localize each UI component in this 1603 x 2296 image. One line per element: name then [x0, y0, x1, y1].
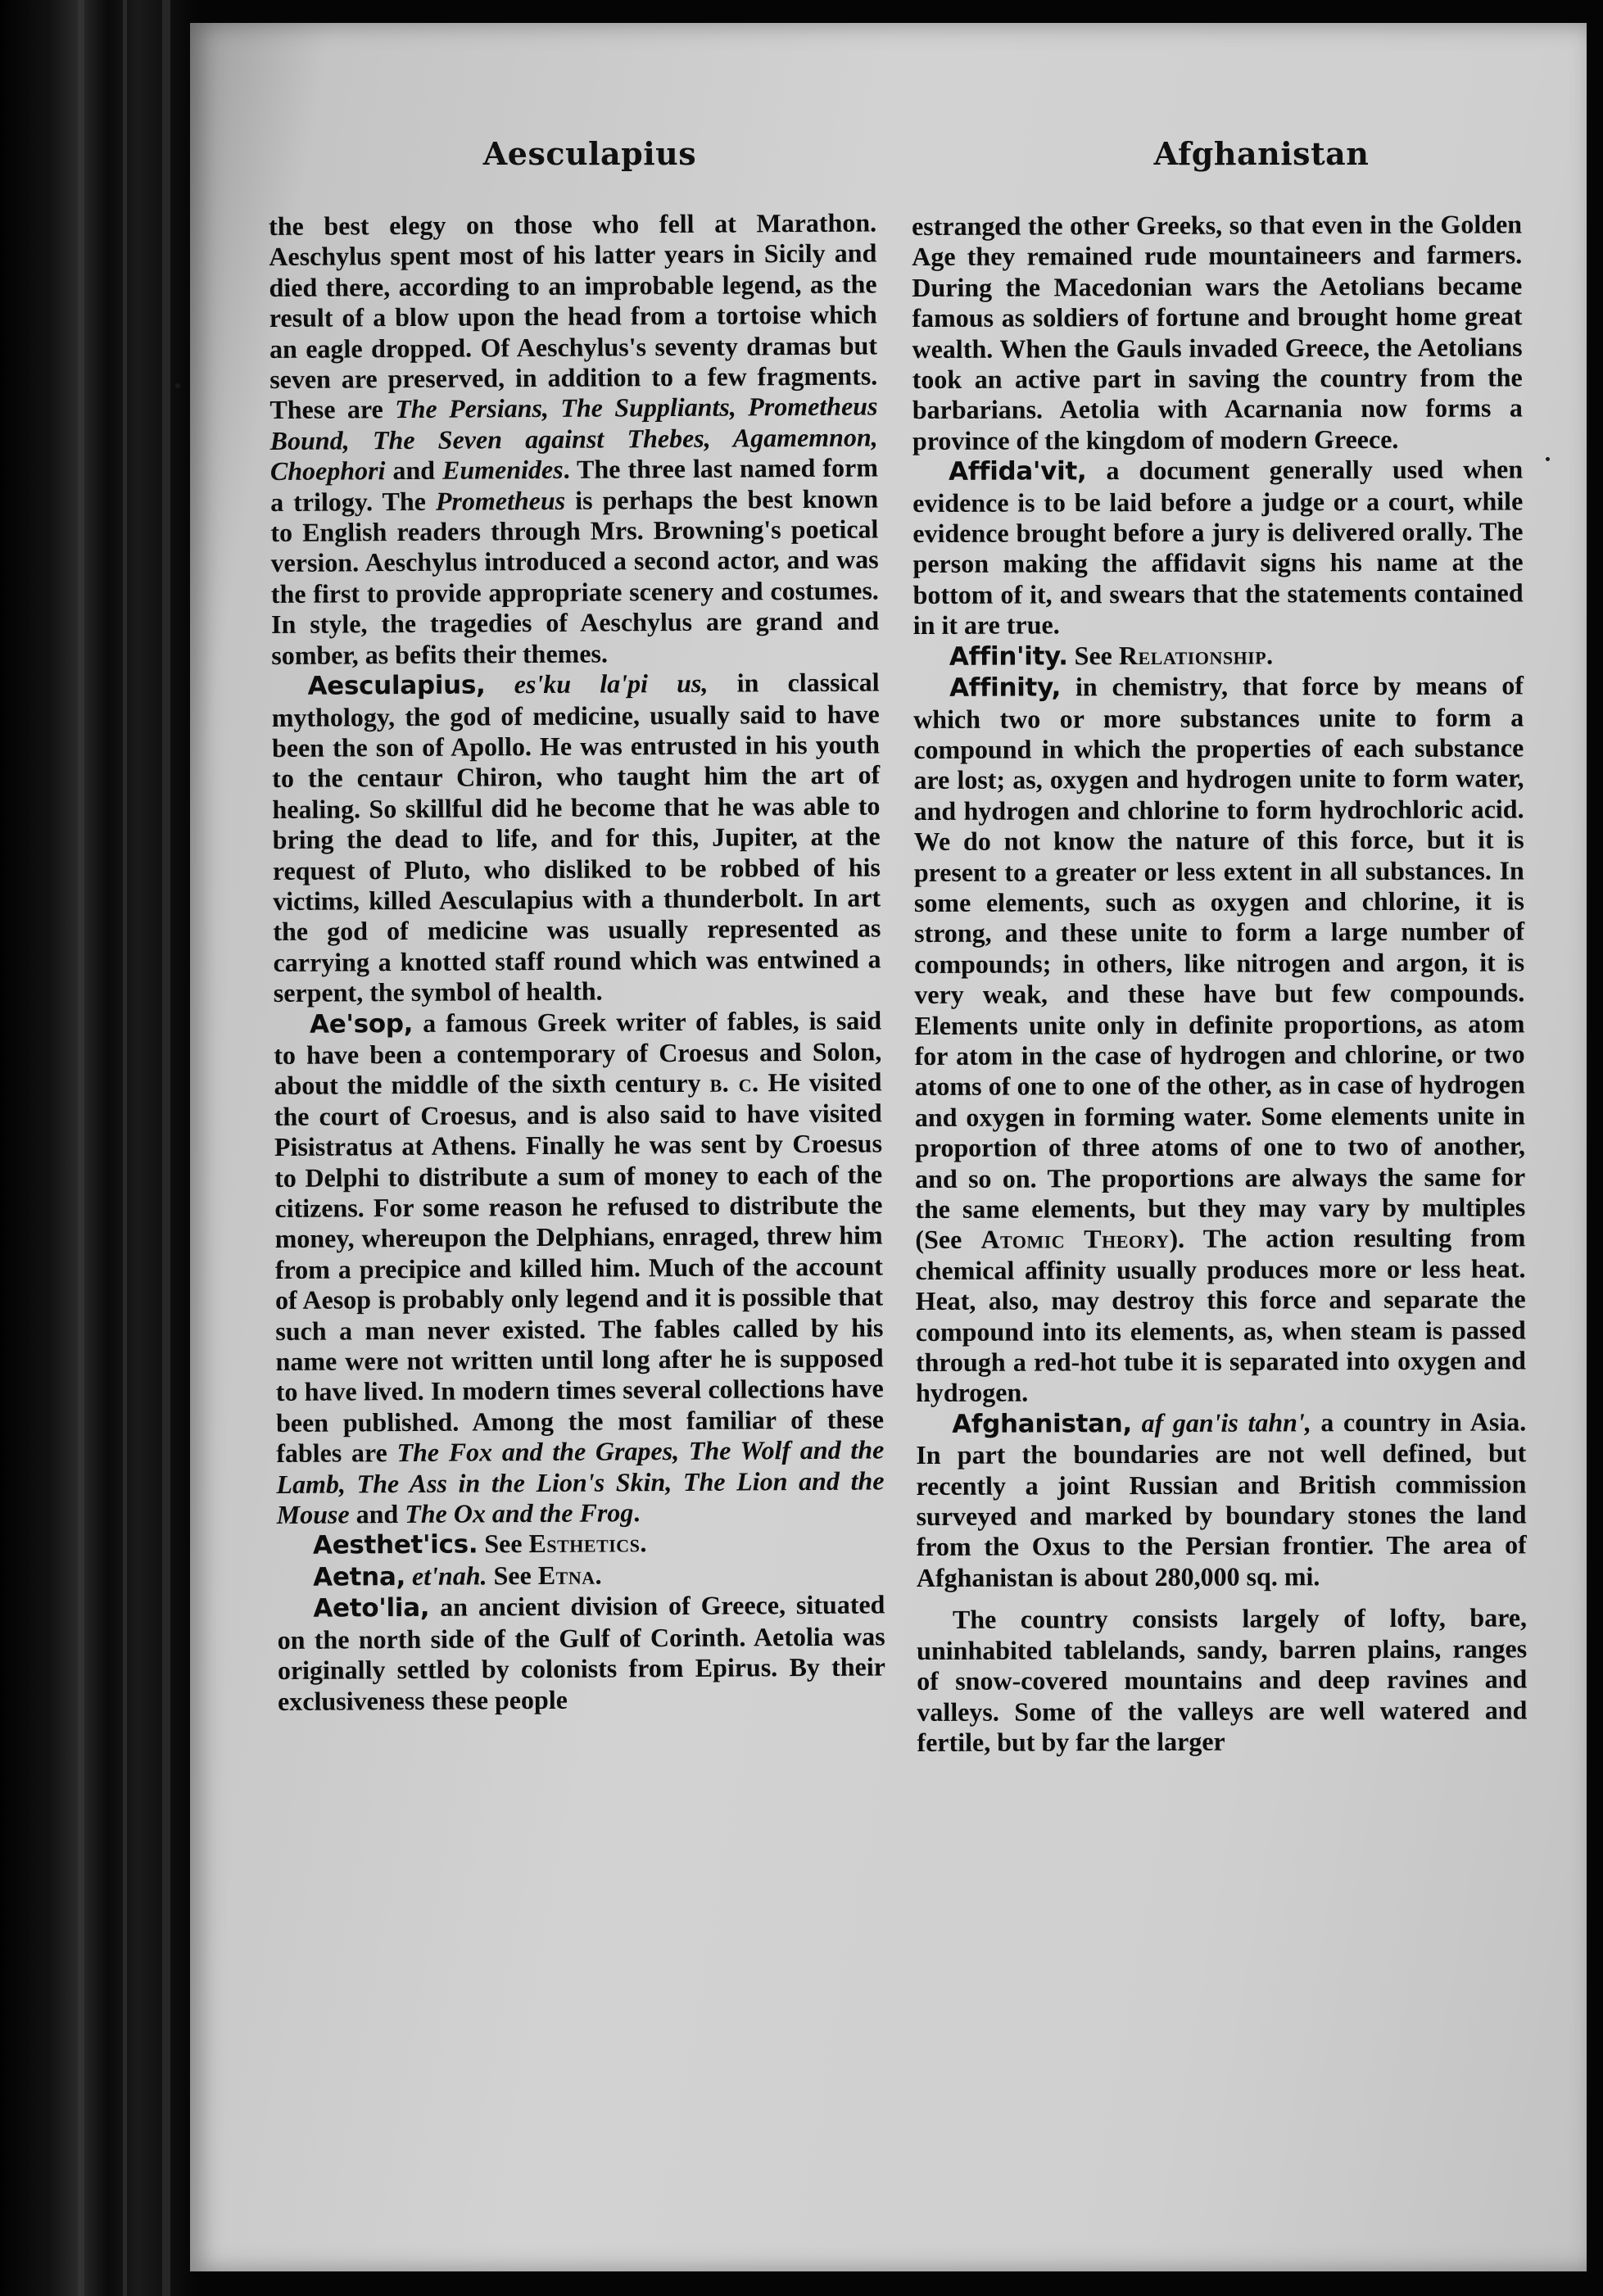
entry-aetolia: Aeto'lia, an ancient division of Greece, situated on the north side of the Gulf of Corinth. Aetolia was originally settled by colonists from Epirus. By their exclusiveness these people [277, 1589, 885, 1716]
headword: Aetna, [313, 1561, 406, 1592]
headword: Affida'vit, [949, 456, 1087, 487]
cross-reference: Relationship [1118, 640, 1267, 670]
cross-reference: Esthetics [528, 1528, 641, 1559]
entry-aesop: Ae'sop, a famous Greek writer of fables, is said to have been a contemporary of Croesus and Solon, about the middle of the sixth century b. c. He visited the court of Croesus, and is also said to have visited Pisistratus at Athens. Finally he was sent by Croesus to Delphi to distribute a sum of money to each of the citizens. For some reason he refused to distribute the money, whereupon the Delphians, enraged, threw him from a precipice and killed him. Much of the account of Aesop is probably only legend and it is possible that such a man never existed. The fables called by his name were not written until long after he is supposed to have lived. In modern times several collections have been published. Among the most familiar of these fables are The Fox and the Grapes, The Wolf and the Lamb, The Ass in the Lion's Skin, The Lion and the Mouse and The Ox and the Frog. [274, 1005, 885, 1530]
speck [1546, 457, 1550, 461]
entry-aesculapius: Aesculapius, es'ku la'pi us, in classical mythology, the god of medicine, usually said to have been the son of Apollo. He was entrusted in his youth to the centaur Chiron, who taught him the art of healing. So skillful did he become that he was able to bring the dead to life, and for this, Jupiter, at the request of Pluto, who disliked to be robbed of his victims, killed Aesculapius with a thunderbolt. In art the god of medicine was usually represented as carrying a knotted staff round which was entwined a serpent, the symbol of health. [271, 667, 881, 1008]
entry-affinity-relationship: Affin'ity. See Relationship. [949, 640, 1274, 672]
entry-afghanistan: Afghanistan, af gan'is tahn', a country in Asia. In part the boundaries are not well defined, but recently a joint Russian and British commission surveyed and marked by boundary stones the land from the Oxus to the Persian frontier. The area of Afghanistan is about 280,000 sq. mi. [916, 1406, 1527, 1592]
running-head-right: Afghanistan [1153, 135, 1370, 172]
entry-affinity-chemistry: Affinity, in chemistry, that force by means of which two or more substances unite to form a compound in which the properties of each substance are lost; as, oxygen and hydrogen unite to form water, and hydrogen and chlorine to form hydrochloric acid. We do not know the nature of this force, but it is present to a greater or less extent in all substances. In some elements, such as oxygen and chlorine, it is strong, and these unite to form a large number of compounds; in others, like nitrogen and argon, it is very weak, and these have but few compounds. Elements unite only in definite proportions, as atom for atom in the case of hydrogen and chlorine, or two atoms of one to one of the other, as in case of hydrogen and oxygen in forming water. Some elements unite in proportion of three atoms of one to two of another, and so on. The proportions are always the same for the same elements, but they may vary by multiples (See Atomic Theory). The action resulting from chemical affinity usually produces more or less heat. Heat, also, may destroy this force and separate the compound into its elements, as, when steam is passed through a red-hot tube it is separated into oxygen and hydrogen. [913, 670, 1526, 1408]
play-titles: The Persians, The Suppliants, Prometheus Bound, The Seven against Thebes, Agamemnon, Choephori [269, 391, 878, 487]
cross-reference: Atomic Theory [980, 1224, 1170, 1255]
paragraph-continuation: estranged the other Greeks, so that even in the Golden Age they remained rude mountaineers and farmers. During the Macedonian wars the Aetolians became famous as soldiers of fortune and brought home great wealth. When the Gauls invaded Greece, the Aetolians took an active part in saving the country from the barbarians. Aetolia with Acarnania now forms a province of the kingdom of modern Greece. [912, 209, 1523, 455]
pronunciation: af gan'is tahn', [1141, 1407, 1311, 1438]
pronunciation: es'ku la'pi us, [514, 668, 709, 700]
headword: Aeto'lia, [313, 1593, 430, 1624]
left-column [269, 207, 885, 1716]
headword: Affin'ity. [949, 641, 1068, 672]
fable-titles: The Fox and the Grapes, The Wolf and the Lamb, The Ass in the Lion's Skin, The Lion and the Mouse [276, 1434, 885, 1530]
entry-affidavit: Affida'vit, a document generally used when evidence is to be laid before a judge or a court, while evidence brought before a jury is delivered orally. The person making the affidavit signs his name at the bottom of it, and swears that the statements contained in it are true. [912, 454, 1524, 641]
speck [175, 383, 180, 388]
right-column [912, 209, 1528, 1758]
scan-border-left [0, 0, 197, 2296]
headword: Ae'sop, [309, 1008, 414, 1039]
entry-aesthetics: Aesthet'ics. See Esthetics. [312, 1528, 647, 1561]
paragraph-afghanistan-geography: The country consists largely of lofty, bare, uninhabited tablelands, sandy, barren plains, ranges of snow-covered mountains and deep ravines and valleys. Some of the valleys are well watered and fertile, but by far the larger [917, 1602, 1528, 1757]
paragraph-continuation: the best elegy on those who fell at Marathon. Aeschylus spent most of his latter years in Sicily and died there, according to an improbable legend, as the result of a blow upon the head from a tortoise which an eagle dropped. Of Aeschylus's seventy dramas but seven are preserved, in addition to a few fragments. These are The Persians, The Suppliants, Prometheus Bound, The Seven against Thebes, Agamemnon, Choephori and Eumenides. The three last named form a trilogy. The Prometheus is perhaps the best known to English readers through Mrs. Browning's poetical version. Aeschylus introduced a second actor, and was the first to provide appropriate scenery and costumes. In style, the tragedies of Aeschylus are grand and somber, as befits their themes. [269, 207, 880, 670]
pronunciation: et'nah. [411, 1560, 487, 1591]
headword: Aesculapius, [307, 670, 486, 701]
headword: Affinity, [949, 672, 1062, 703]
headword: Afghanistan, [952, 1408, 1133, 1439]
entry-aetna: Aetna, et'nah. See Etna. [313, 1560, 602, 1592]
cross-reference: Etna [537, 1560, 595, 1590]
headword: Aesthet'ics. [312, 1529, 478, 1561]
running-head-left: Aesculapius [482, 135, 697, 172]
